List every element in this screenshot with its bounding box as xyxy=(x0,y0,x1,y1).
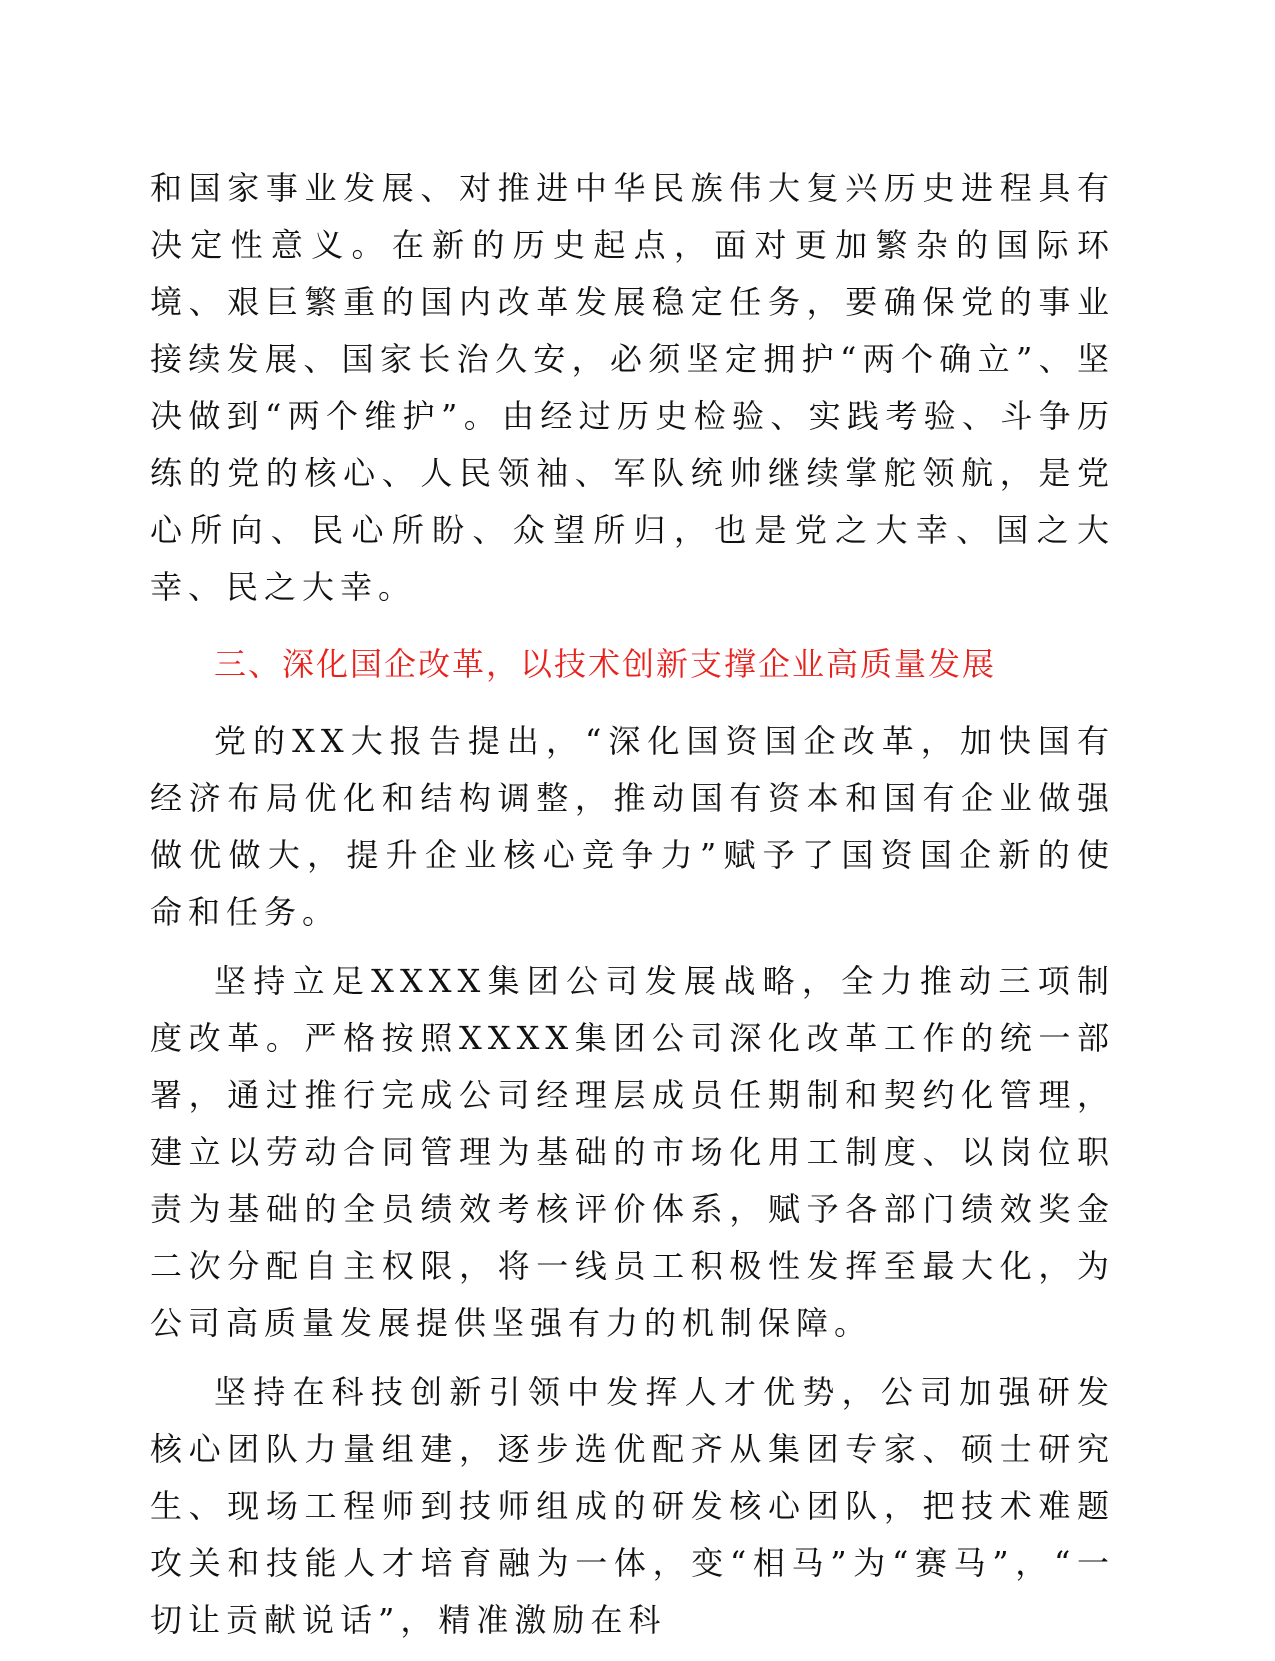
section-heading: 三、深化国企改革，以技术创新支撑企业高质量发展 xyxy=(214,645,997,683)
paragraph-talent: 坚持在科技创新引领中发挥人才优势，公司加强研发核心团队力量组建，逐步选优配齐从集团专家、硕士研究生、现场工程师到技师组成的研发核心团队，把技术难题攻关和技能人才培育融为一体，变“相马”为“赛马”，“一切让贡献说话”，精准激励在科 xyxy=(150,1373,1115,1639)
paragraph-continuation: 和国家事业发展、对推进中华民族伟大复兴历史进程具有决定性意义。在新的历史起点，面对更加繁杂的国际环境、艰巨繁重的国内改革发展稳定任务，要确保党的事业接续发展、国家长治久安，必须坚定拥护“两个确立”、坚决做到“两个维护”。由经过历史检验、实践考验、斗争历练的党的核心、人民领袖、军队统帅继续掌舵领航，是党心所向、民心所盼、众望所归，也是党之大幸、国之大幸、民之大幸。 xyxy=(150,169,1115,606)
paragraph-report-quote: 党的XX大报告提出，“深化国资国企改革，加快国有经济布局优化和结构调整，推动国有资本和国有企业做强做优做大，提升企业核心竞争力”赋予了国资国企新的使命和任务。 xyxy=(150,722,1115,931)
document-body xyxy=(150,160,1115,1661)
paragraph-reform: 坚持立足XXXX集团公司发展战略，全力推动三项制度改革。严格按照XXXX集团公司深化改革工作的统一部署，通过推行完成公司经理层成员任期制和契约化管理，建立以劳动合同管理为基础的市场化用工制度、以岗位职责为基础的全员绩效考核评价体系，赋予各部门绩效奖金二次分配自主权限，将一线员工积极性发挥至最大化，为公司高质量发展提供坚强有力的机制保障。 xyxy=(150,962,1115,1342)
